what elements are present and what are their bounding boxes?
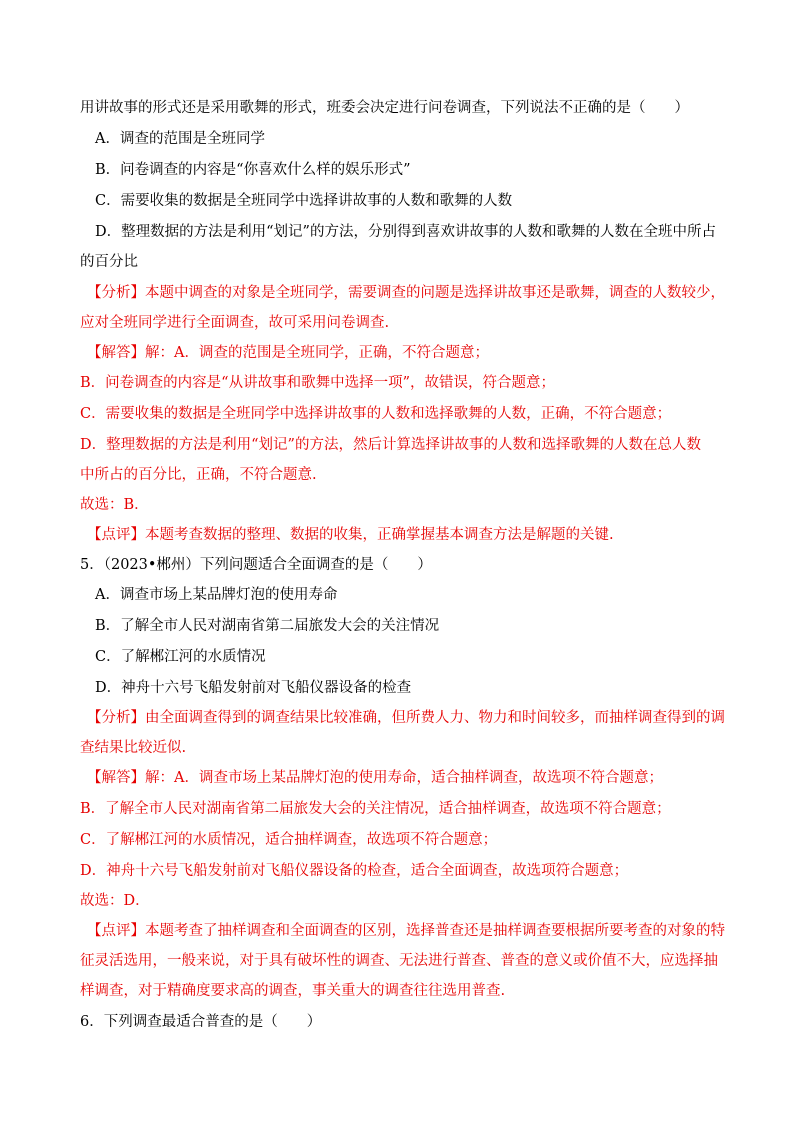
analysis-text: 本题中调查的对象是全班同学，需要调查的问题是选择讲故事还是歌舞，调查的人数较少，: [145, 285, 725, 301]
analysis-label: 【分析】: [87, 710, 145, 726]
solution-text: 解：A．调查市场上某品牌灯泡的使用寿命，适合抽样调查，故选项不符合题意；: [145, 770, 663, 786]
q4-solution-c: C．需要收集的数据是全班同学中选择讲故事的人数和选择歌舞的人数，正确，不符合题意；: [80, 406, 672, 422]
solution-label: 【解答】: [87, 770, 145, 786]
q4-answer: 故选：B．: [80, 497, 149, 513]
comment-label: 【点评】: [87, 923, 145, 939]
q4-analysis-cont: 应对全班同学进行全面调查，故可采用问卷调查.: [80, 315, 390, 331]
q5-solution-d: D．神舟十六号飞船发射前对飞船仪器设备的检查，适合全面调查，故选项符合题意；: [80, 863, 629, 879]
comment-text: 本题考查数据的整理、数据的收集，正确掌握基本调查方法是解题的关键.: [145, 527, 614, 543]
q5-solution-b: B．了解全市人民对湖南省第二届旅发大会的关注情况，适合抽样调查，故选项不符合题意；: [80, 801, 671, 817]
q4-analysis: [87, 283, 740, 303]
q5-answer: 故选：D．: [80, 893, 150, 909]
q4-comment: [87, 525, 740, 545]
q4-option-d: D．整理数据的方法是利用“划记”的方法，分别得到喜欢讲故事的人数和歌舞的人数在全班中所占: [95, 224, 716, 240]
q5-comment-cont-2: 样调查，对于精确度要求高的调查，事关重大的调查往往选用普查.: [80, 983, 506, 999]
q4-solution-d: D．整理数据的方法是利用“划记”的方法，然后计算选择讲故事的人数和选择歌舞的人数在总人数: [80, 437, 701, 453]
q5-solution: [87, 768, 740, 788]
q5-option-c: C．了解郴江河的水质情况: [95, 649, 266, 665]
q4-solution-b: B．问卷调查的内容是“从讲故事和歌舞中选择一项”，故错误，符合题意；: [80, 375, 555, 391]
q5-option-b: B．了解全市人民对湖南省第二届旅发大会的关注情况: [95, 618, 440, 634]
q4-solution-d-cont: 中所占的百分比，正确，不符合题意.: [80, 467, 317, 483]
q6-stem: 6．下列调查最适合普查的是（ ）: [80, 1014, 322, 1030]
q5-stem: 5．（2023•郴州）下列问题适合全面调查的是（ ）: [80, 557, 432, 573]
q5-comment-cont-1: 征灵活选用，一般来说，对于具有破坏性的调查、无法进行普查、普查的意义或价值不大，应选择抽: [80, 953, 718, 969]
q4-option-d-continued: 的百分比: [80, 254, 138, 270]
q5-analysis-cont: 查结果比较近似.: [80, 740, 187, 756]
solution-text: 解：A．调查的范围是全班同学，正确，不符合题意；: [145, 345, 489, 361]
q5-analysis: [87, 708, 740, 728]
q5-solution-c: C．了解郴江河的水质情况，适合抽样调查，故选项不符合题意；: [80, 832, 498, 848]
q4-option-c: C．需要收集的数据是全班同学中选择讲故事的人数和歌舞的人数: [95, 193, 513, 209]
analysis-label: 【分析】: [87, 285, 145, 301]
q4-solution: [87, 343, 740, 363]
q5-comment: [87, 921, 740, 941]
analysis-text: 由全面调查得到的调查结果比较准确，但所费人力、物力和时间较多，而抽样调查得到的调: [145, 710, 725, 726]
q5-option-d: D．神舟十六号飞船发射前对飞船仪器设备的检查: [95, 680, 412, 696]
solution-label: 【解答】: [87, 345, 145, 361]
q4-stem-continued: 用讲故事的形式还是采用歌舞的形式，班委会决定进行问卷调查，下列说法不正确的是（ ）: [80, 100, 689, 116]
comment-text: 本题考查了抽样调查和全面调查的区别，选择普查还是抽样调查要根据所要考查的对象的特: [145, 923, 725, 939]
q4-option-a: A．调查的范围是全班同学: [95, 131, 265, 147]
comment-label: 【点评】: [87, 527, 145, 543]
q4-option-b: B．问卷调查的内容是“你喜欢什么样的娱乐形式”: [95, 162, 411, 178]
q5-option-a: A．调查市场上某品牌灯泡的使用寿命: [95, 587, 338, 603]
